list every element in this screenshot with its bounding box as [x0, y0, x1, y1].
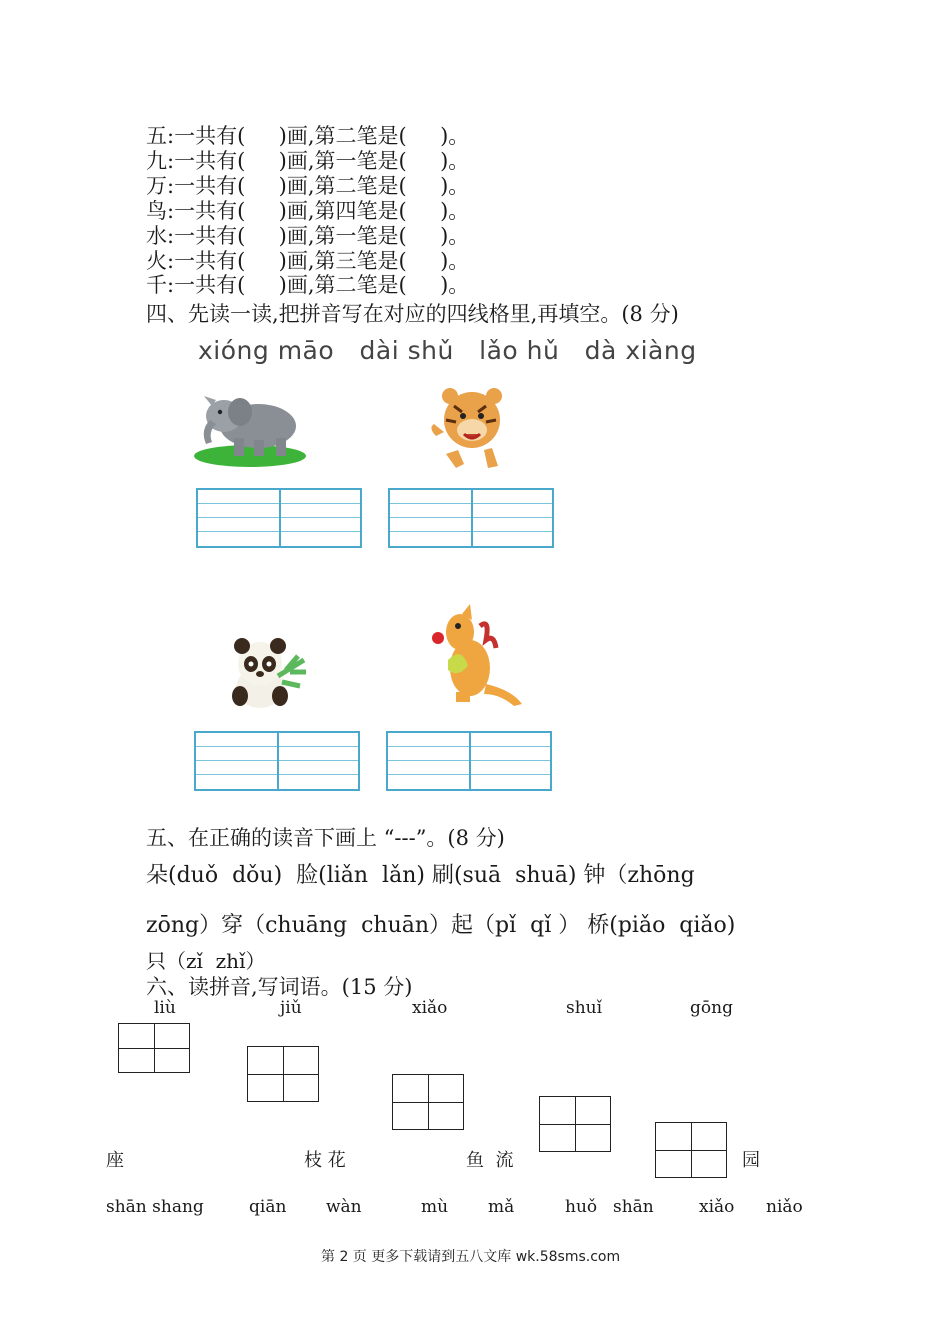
section5-line-1: 朵(duǒ dǒu) 脸(liǎn lǎn) 刷(suā shuā) 钟（zhōng: [146, 863, 695, 888]
stroke-question-4: 鸟:一共有( )画,第四笔是( )。: [146, 199, 470, 223]
pinyin-wan: wàn: [326, 1197, 362, 1217]
panda-icon: [220, 636, 310, 710]
pinyin-jiu: jiǔ: [280, 998, 302, 1018]
stroke-question-2: 九:一共有( )画,第一笔是( )。: [146, 149, 470, 173]
char-yuan: 园: [742, 1150, 760, 1171]
section5-line-3: 只（zǐ zhǐ）: [146, 949, 266, 973]
section5-line-2: zōng）穿（chuāng chuān）起（pǐ qǐ ） 桥(piǎo qiǎo): [146, 913, 736, 938]
tian-grid-1[interactable]: [118, 1023, 190, 1073]
stroke-question-3: 万:一共有( )画,第二笔是( )。: [146, 174, 470, 198]
stroke-question-1: 五:一共有( )画,第二笔是( )。: [146, 124, 470, 148]
section4-pinyin: xióng māo dài shǔ lǎo hǔ dà xiàng: [198, 336, 697, 365]
pinyin-ma: mǎ: [488, 1197, 515, 1217]
four-line-grid-2[interactable]: [388, 488, 554, 548]
page-footer: 第 2 页 更多下载请到五八文库 wk.58sms.com: [321, 1249, 621, 1265]
section4-title: 四、先读一读,把拼音写在对应的四线格里,再填空。(8 分): [146, 302, 679, 326]
stroke-question-5: 水:一共有( )画,第一笔是( )。: [146, 224, 470, 248]
four-line-grid-3[interactable]: [194, 731, 360, 791]
pinyin-liu: liù: [154, 998, 176, 1018]
pinyin-shui: shuǐ: [566, 998, 603, 1018]
stroke-question-6: 火:一共有( )画,第三笔是( )。: [146, 249, 470, 273]
tian-grid-4[interactable]: [539, 1096, 611, 1152]
four-line-grid-1[interactable]: [196, 488, 362, 548]
pinyin-huo: huǒ: [565, 1197, 598, 1217]
pinyin-xiao-2: xiǎo: [699, 1197, 735, 1217]
tian-grid-5[interactable]: [655, 1122, 727, 1178]
elephant-icon: [194, 386, 306, 468]
pinyin-shan: shān: [613, 1197, 654, 1217]
char-zuo: 座: [106, 1150, 124, 1171]
char-yu-liu: 鱼 流: [466, 1150, 514, 1171]
stroke-question-7: 千:一共有( )画,第二笔是( )。: [146, 273, 470, 297]
tian-grid-2[interactable]: [247, 1046, 319, 1102]
pinyin-mu: mù: [421, 1197, 449, 1217]
pinyin-shan-shang: shān shang: [106, 1197, 204, 1217]
tian-grid-3[interactable]: [392, 1074, 464, 1130]
pinyin-gong: gōng: [690, 998, 733, 1018]
kangaroo-icon: [426, 604, 526, 708]
section5-title: 五、在正确的读音下画上 “---”。(8 分): [146, 826, 505, 850]
pinyin-xiao: xiǎo: [412, 998, 448, 1018]
four-line-grid-4[interactable]: [386, 731, 552, 791]
char-zhi-hua: 枝 花: [304, 1150, 346, 1171]
pinyin-niao: niǎo: [766, 1197, 803, 1217]
pinyin-qian: qiān: [249, 1197, 287, 1217]
section6-title: 六、读拼音,写词语。(15 分): [146, 975, 413, 999]
tiger-icon: [426, 384, 516, 470]
